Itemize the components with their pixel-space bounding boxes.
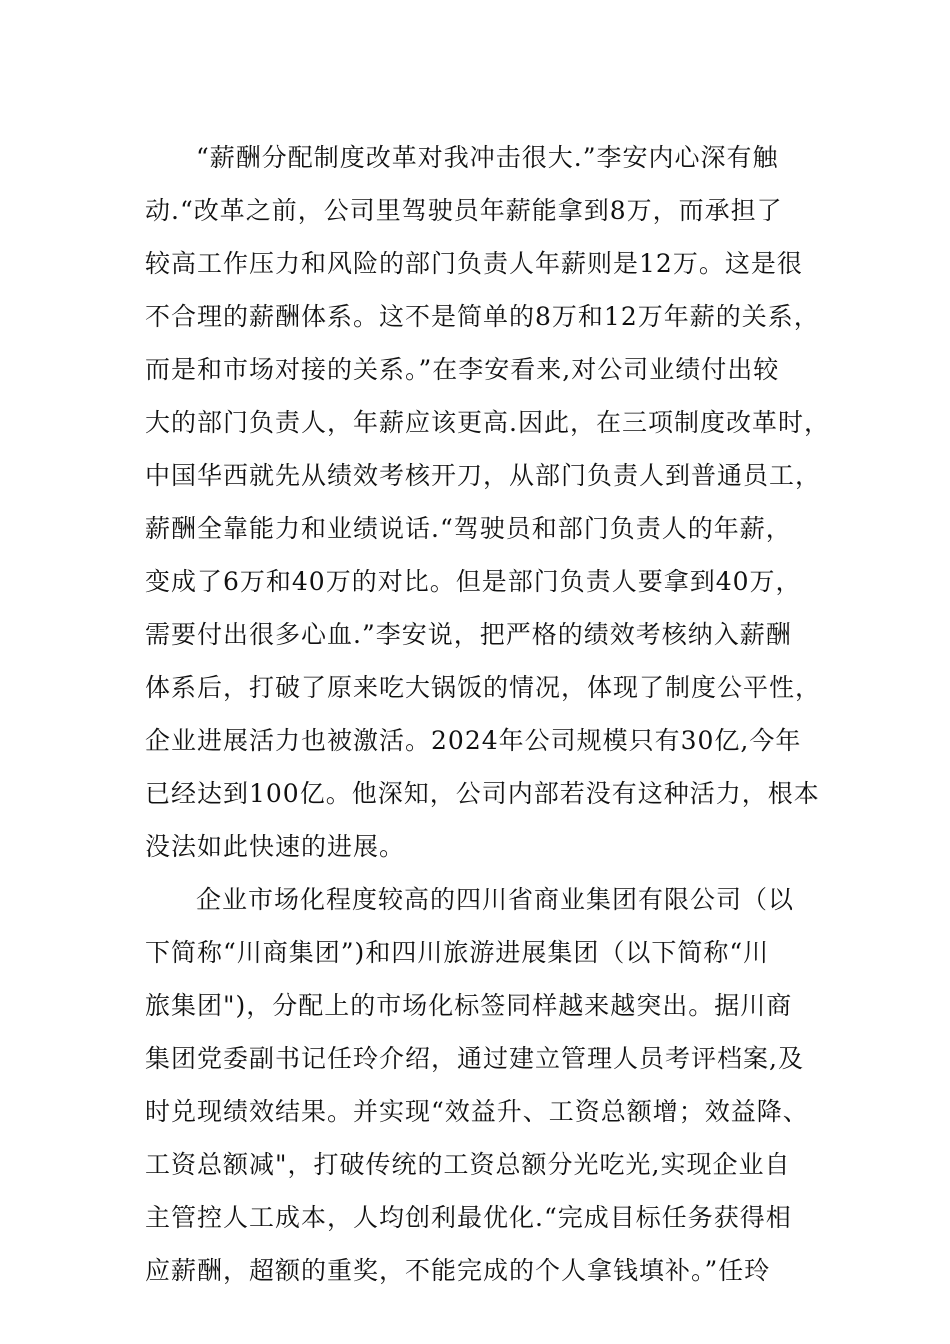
paragraph-1-line-8: 薪酬全靠能力和业绩说话.“驾驶员和部门负责人的年薪， <box>145 514 792 543</box>
paragraph-1-line-10: 需要付出很多心血.”李安说，把严格的绩效考核纳入薪酬 <box>145 620 792 649</box>
paragraph-1-line-11: 体系后，打破了原来吃大锅饭的情况，体现了制度公平性， <box>145 673 822 702</box>
paragraph-2-line-3: 旅集团")，分配上的市场化标签同样越来越突出。据川商 <box>145 991 793 1020</box>
paragraph-1-line-5: 而是和市场对接的关系。”在李安看来,对公司业绩付出较 <box>145 355 780 384</box>
paragraph-2-line-1: 企业市场化程度较高的四川省商业集团有限公司（以 <box>196 885 795 914</box>
paragraph-2-line-6: 工资总额减"，打破传统的工资总额分光吃光,实现企业自 <box>145 1150 791 1179</box>
paragraph-1-line-1: “薪酬分配制度改革对我冲击很大.”李安内心深有触 <box>196 143 779 172</box>
paragraph-2-line-8: 应薪酬，超额的重奖，不能完成的个人拿钱填补。”任玲 <box>145 1256 771 1285</box>
paragraph-1-line-4: 不合理的薪酬体系。这不是简单的8万和12万年薪的关系， <box>145 302 820 331</box>
paragraph-2-line-7: 主管控人工成本，人均创利最优化.“完成目标任务获得相 <box>145 1203 792 1232</box>
paragraph-1-line-3: 较高工作压力和风险的部门负责人年薪则是12万。这是很 <box>145 249 803 278</box>
paragraph-1-line-2: 动.“改革之前，公司里驾驶员年薪能拿到8万，而承担了 <box>145 196 783 225</box>
paragraph-1-line-13: 已经达到100亿。他深知，公司内部若没有这种活力，根本 <box>145 779 820 808</box>
paragraph-1-line-9: 变成了6万和40万的对比。但是部门负责人要拿到40万， <box>145 567 802 596</box>
paragraph-1-line-12: 企业进展活力也被激活。2024年公司规模只有30亿,今年 <box>145 726 802 755</box>
paragraph-2-line-4: 集团党委副书记任玲介绍，通过建立管理人员考评档案,及 <box>145 1044 804 1073</box>
paragraph-1-line-14: 没法如此快速的进展。 <box>145 832 406 861</box>
paragraph-2-line-2: 下简称“川商集团”)和四川旅游进展集团（以下简称“川 <box>145 938 770 967</box>
paragraph-1-line-6: 大的部门负责人，年薪应该更高.因此，在三项制度改革时， <box>145 408 830 437</box>
paragraph-2-line-5: 时兑现绩效结果。并实现“效益升、工资总额增；效益降、 <box>145 1097 809 1126</box>
paragraph-1-line-7: 中国华西就先从绩效考核开刀，从部门负责人到普通员工， <box>145 461 822 490</box>
